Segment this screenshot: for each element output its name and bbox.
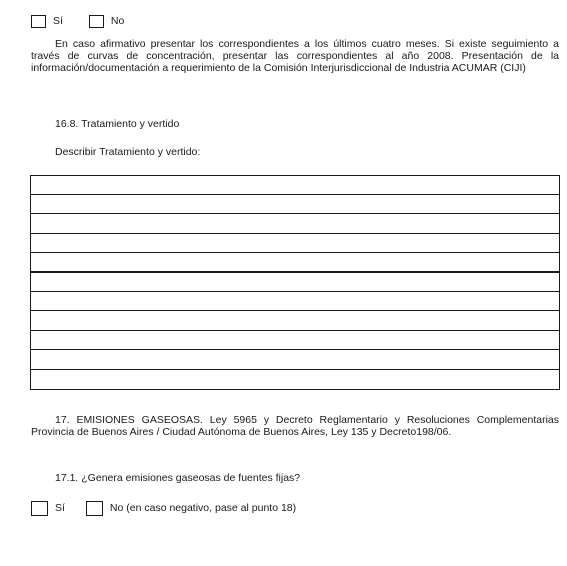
- answer-line: [31, 291, 559, 292]
- answer-line: [31, 233, 559, 234]
- emissions-yes-checkbox[interactable]: [31, 501, 48, 516]
- answer-line: [31, 194, 559, 195]
- emissions-options-row: [31, 499, 296, 517]
- section-17-heading: 17. EMISIONES GASEOSAS. Ley 5965 y Decreto Reglamentario y Resoluciones Complementarias Provincia de Buenos Aires / Ciudad Autónoma de Buenos Aires, Ley 135 y Decreto198/06.: [31, 414, 559, 438]
- answer-line: [31, 213, 559, 214]
- top-options-row: [31, 12, 124, 30]
- no-checkbox[interactable]: [89, 15, 104, 28]
- yes-label: Sí: [53, 14, 63, 27]
- section-17-1-question: 17.1. ¿Genera emisiones gaseosas de fuentes fijas?: [55, 472, 301, 484]
- emissions-yes-label: Sí: [55, 501, 65, 514]
- emissions-no-checkbox[interactable]: [86, 501, 103, 516]
- answer-line: [31, 369, 559, 370]
- treatment-prompt: Describir Tratamiento y vertido:: [55, 146, 201, 158]
- no-label: No: [110, 14, 125, 27]
- answer-line: [31, 310, 559, 311]
- treatment-answer-area[interactable]: [30, 175, 560, 390]
- emissions-no-label: No (en caso negativo, pase al punto 18): [109, 501, 297, 514]
- instructions-paragraph: En caso afirmativo presentar los correspondientes a los últimos cuatro meses. Si existe seguimiento a través de curvas de concentración, presentar las correspondientes al año 2008. Presentación de la información/documentación a requerimiento de la Comisión Interjurisdiccional de Industria ACUMAR (CIJI): [31, 38, 559, 74]
- answer-line: [31, 330, 559, 331]
- answer-line: [31, 349, 559, 350]
- answer-line: [31, 271, 559, 273]
- yes-checkbox[interactable]: [31, 15, 46, 28]
- answer-line: [31, 252, 559, 253]
- section-16-8-heading: 16.8. Tratamiento y vertido: [55, 118, 180, 130]
